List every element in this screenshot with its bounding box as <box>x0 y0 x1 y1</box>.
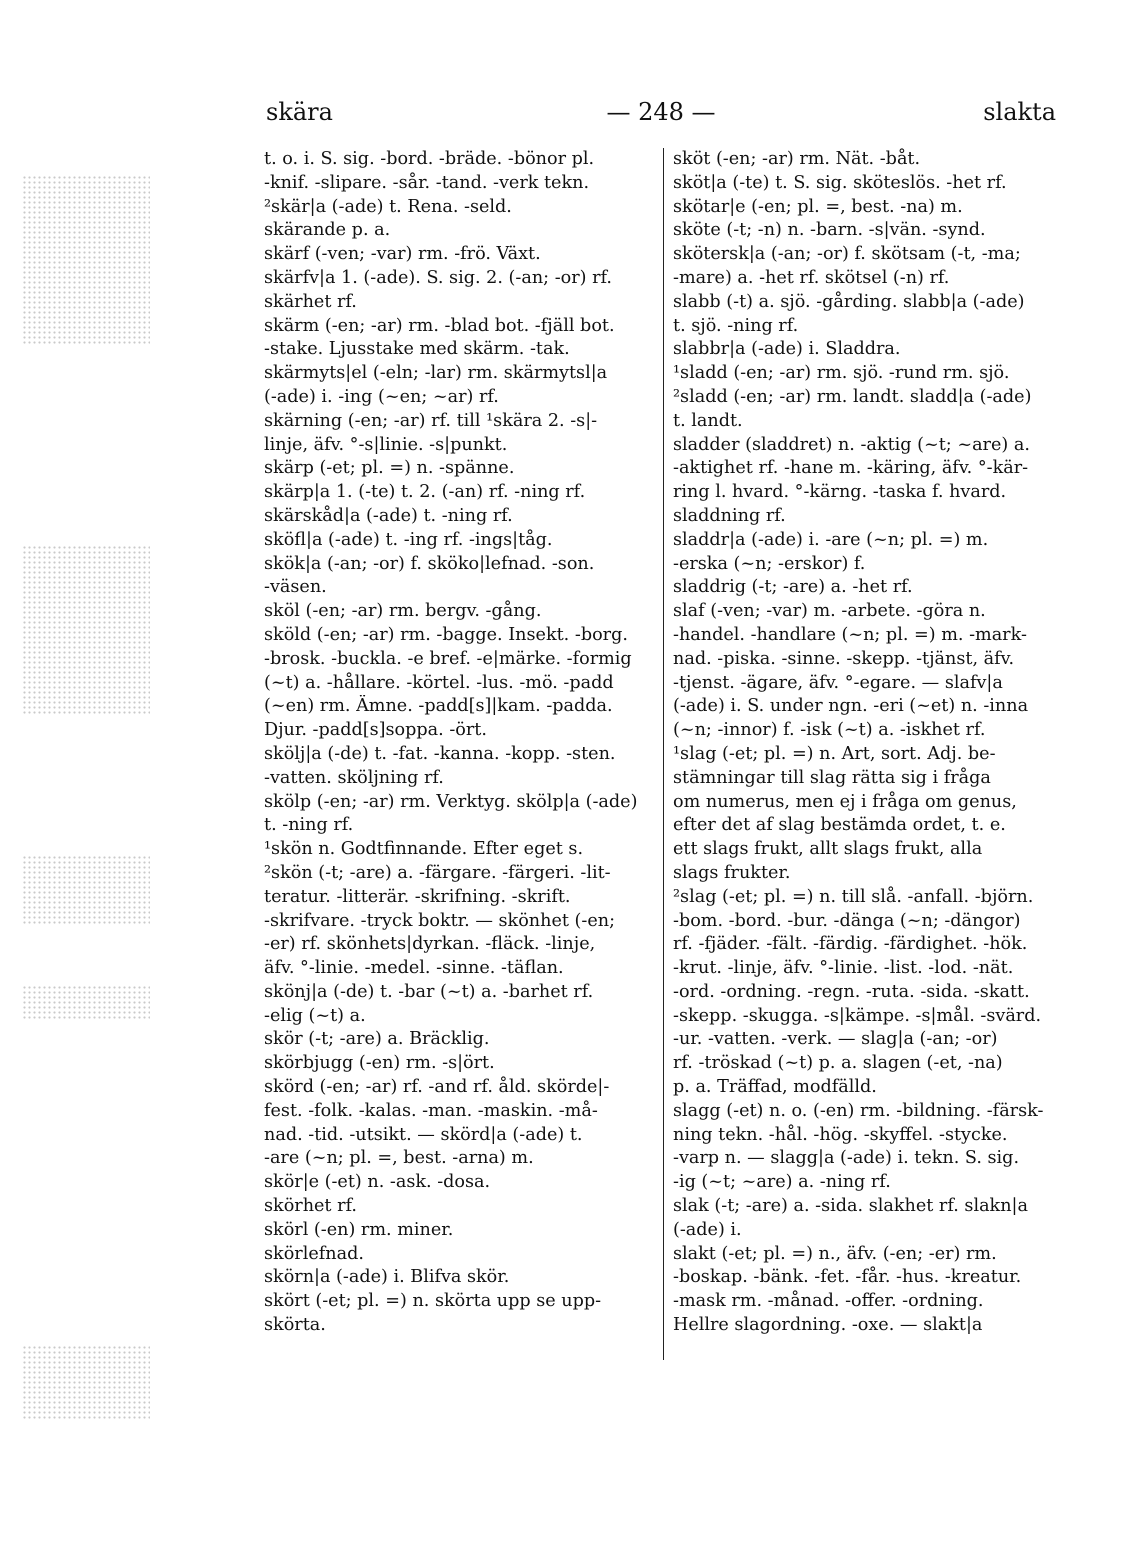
entry-line: skök|a (-an; -or) f. sköko|lefnad. -son. <box>264 553 595 574</box>
column-divider <box>663 148 664 1360</box>
entry-line: ¹skön n. Godtfinnande. Efter eget s. <box>264 839 584 860</box>
entry-line: -bom. -bord. -bur. -dänga (~n; -dängor) <box>673 910 1021 931</box>
entry-line: sladdning rf. <box>673 505 786 526</box>
entry-line: -skepp. -skugga. -s|kämpe. -s|mål. -svärd. <box>673 1005 1042 1026</box>
entry-line: -ur. -vatten. -verk. — slag|a (-an; -or) <box>673 1029 998 1050</box>
entry-line: ²sladd (-en; -ar) rm. landt. sladd|a (-ade) <box>673 386 1032 407</box>
entry-line: -brosk. -buckla. -e bref. -e|märke. -formig <box>264 648 632 669</box>
entry-line: -varp n. — slagg|a (-ade) i. tekn. S. sig. <box>673 1148 1020 1169</box>
right-guideword: slakta <box>983 98 1056 126</box>
scan-noise-mark <box>22 985 150 1020</box>
entry-line: sladder (sladdret) n. -aktig (~t; ~are) a. <box>673 434 1030 455</box>
entry-line: sköfl|a (-ade) t. -ing rf. -ings|tåg. <box>264 529 553 550</box>
entry-line: skörta. <box>264 1315 326 1336</box>
entry-line: -mare) a. -het rf. skötsel (-n) rf. <box>673 267 950 288</box>
entry-line: skärm (-en; -ar) rm. -blad bot. -fjäll bot. <box>264 315 615 336</box>
entry-line: rf. -tröskad (~t) p. a. slagen (-et, -na) <box>673 1053 1003 1074</box>
entry-line: ²skön (-t; -are) a. -färgare. -färgeri. -lit- <box>264 862 611 883</box>
entry-line: ²skär|a (-ade) t. Rena. -seld. <box>264 196 512 217</box>
entry-line: skör (-t; -are) a. Bräcklig. <box>264 1029 490 1050</box>
entry-line: (-ade) i. -ing (~en; ~ar) rf. <box>264 386 499 407</box>
entry-line: skärhet rf. <box>264 291 357 312</box>
entry-line: sladdr|a (-ade) i. -are (~n; pl. =) m. <box>673 529 989 550</box>
entry-line: sköld (-en; -ar) rm. -bagge. Insekt. -borg. <box>264 624 628 645</box>
entry-line: skötersk|a (-an; -or) f. skötsam (-t, -ma; <box>673 244 1021 265</box>
entry-line: t. -ning rf. <box>264 815 354 836</box>
entry-line: linje, äfv. °-s|linie. -s|punkt. <box>264 434 508 455</box>
entry-line: slaf (-ven; -var) m. -arbete. -göra n. <box>673 601 986 622</box>
entry-line: slabb (-t) a. sjö. -gårding. slabb|a (-ade) <box>673 291 1025 312</box>
entry-line: skörlefnad. <box>264 1243 364 1264</box>
entry-line: skötar|e (-en; pl. =, best. -na) m. <box>673 196 963 217</box>
scan-noise-mark <box>22 1345 150 1420</box>
entry-line: om numerus, men ej i fråga om genus, <box>673 791 1017 812</box>
entry-line: skör|e (-et) n. -ask. -dosa. <box>264 1172 491 1193</box>
entry-line: -boskap. -bänk. -fet. -får. -hus. -kreatur. <box>673 1267 1022 1288</box>
left-column <box>264 148 654 1338</box>
entry-line: (~t) a. -hållare. -körtel. -lus. -mö. -padd <box>264 672 614 693</box>
entry-line: slakt (-et; pl. =) n., äfv. (-en; -er) rm. <box>673 1243 997 1264</box>
entry-line: stämningar till slag rätta sig i fråga <box>673 767 991 788</box>
entry-line: skärning (-en; -ar) rf. till ¹skära 2. -s|- <box>264 410 598 431</box>
entry-line: -knif. -slipare. -sår. -tand. -verk tekn. <box>264 172 590 193</box>
entry-line: skölp (-en; -ar) rm. Verktyg. skölp|a (-ade) <box>264 791 638 812</box>
entry-line: nad. -piska. -sinne. -skepp. -tjänst, äfv. <box>673 648 1015 669</box>
scan-noise-mark <box>22 855 150 925</box>
entry-line: skörhet rf. <box>264 1196 357 1217</box>
entry-line: sköt|a (-te) t. S. sig. sköteslös. -het rf. <box>673 172 1007 193</box>
entry-line: -stake. Ljusstake med skärm. -tak. <box>264 339 570 360</box>
left-guideword: skära <box>266 98 333 126</box>
entry-line: äfv. °-linie. -medel. -sinne. -täflan. <box>264 958 564 979</box>
entry-line: -krut. -linje, äfv. °-linie. -list. -lod. -nät. <box>673 958 1014 979</box>
entry-line: sköt (-en; -ar) rm. Nät. -båt. <box>673 149 921 169</box>
entry-line: skärande p. a. <box>264 220 391 241</box>
entry-line: ett slags frukt, allt slags frukt, alla <box>673 839 983 860</box>
entry-line: Djur. -padd[s]soppa. -ört. <box>264 720 487 741</box>
entry-line: skölj|a (-de) t. -fat. -kanna. -kopp. -sten. <box>264 743 616 764</box>
entry-line: -mask rm. -månad. -offer. -ordning. <box>673 1291 984 1312</box>
entry-line: skärp|a 1. (-te) t. 2. (-an) rf. -ning rf. <box>264 482 586 503</box>
entry-line: ning tekn. -hål. -hög. -skyffel. -stycke. <box>673 1124 1008 1145</box>
entry-line: p. a. Träffad, modfälld. <box>673 1077 877 1098</box>
entry-line: ¹sladd (-en; -ar) rm. sjö. -rund rm. sjö. <box>673 363 1010 384</box>
entry-line: -elig (~t) a. <box>264 1005 366 1026</box>
entry-line: -skrifvare. -tryck boktr. — skönhet (-en; <box>264 910 616 931</box>
entry-line: skört (-et; pl. =) n. skörta upp se upp- <box>264 1291 602 1312</box>
right-column <box>673 148 1063 1338</box>
entry-line: t. sjö. -ning rf. <box>673 315 799 336</box>
entry-line: ²slag (-et; pl. =) n. till slå. -anfall. -björn. <box>673 886 1034 907</box>
entry-line: Hellre slagordning. -oxe. — slakt|a <box>673 1315 983 1336</box>
entry-line: skärf (-ven; -var) rm. -frö. Växt. <box>264 244 541 265</box>
entry-line: (~n; -innor) f. -isk (~t) a. -iskhet rf. <box>673 720 986 741</box>
entry-line: (-ade) i. S. under ngn. -eri (~et) n. -inna <box>673 696 1029 717</box>
entry-line: ¹slag (-et; pl. =) n. Art, sort. Adj. be- <box>673 743 996 764</box>
entry-line: -er) rf. skönhets|dyrkan. -fläck. -linje, <box>264 934 596 955</box>
entry-line: -väsen. <box>264 577 327 598</box>
entry-line: (~en) rm. Ämne. -padd[s]|kam. -padda. <box>264 696 613 717</box>
entry-line: efter det af slag bestämda ordet, t. e. <box>673 815 1006 836</box>
entry-line: -erska (~n; -erskor) f. <box>673 553 866 574</box>
entry-line: skörn|a (-ade) i. Blifva skör. <box>264 1267 510 1288</box>
entry-line: skörbjugg (-en) rm. -s|ört. <box>264 1053 495 1074</box>
entry-line: slagg (-et) n. o. (-en) rm. -bildning. -färsk- <box>673 1100 1044 1121</box>
entry-line: skörl (-en) rm. miner. <box>264 1219 454 1240</box>
entry-line: -aktighet rf. -hane m. -käring, äfv. °-kär- <box>673 458 1029 479</box>
entry-line: fest. -folk. -kalas. -man. -maskin. -må- <box>264 1100 598 1121</box>
entry-line: t. o. i. S. sig. -bord. -bräde. -bönor pl. <box>264 149 595 169</box>
entry-line: slags frukter. <box>673 862 791 883</box>
entry-line: skörd (-en; -ar) rf. -and rf. åld. skörde|- <box>264 1077 610 1098</box>
entry-line: rf. -fjäder. -fält. -färdig. -färdighet. -hök. <box>673 934 1028 955</box>
entry-line: sköl (-en; -ar) rm. bergv. -gång. <box>264 601 542 622</box>
entry-line: ring l. hvard. °-kärng. -taska f. hvard. <box>673 482 1007 503</box>
entry-line: teratur. -litterär. -skrifning. -skrift. <box>264 886 571 907</box>
entry-line: sladdrig (-t; -are) a. -het rf. <box>673 577 913 598</box>
page-header <box>266 98 1056 132</box>
scan-noise-mark <box>22 175 150 345</box>
entry-line: skärfv|a 1. (-ade). S. sig. 2. (-an; -or) rf. <box>264 267 612 288</box>
entry-line: -handel. -handlare (~n; pl. =) m. -mark- <box>673 624 1027 645</box>
entry-line: -vatten. sköljning rf. <box>264 767 444 788</box>
entry-line: -ig (~t; ~are) a. -ning rf. <box>673 1172 891 1193</box>
entry-line: skärmyts|el (-eln; -lar) rm. skärmytsl|a <box>264 363 608 384</box>
entry-line: slabbr|a (-ade) i. Sladdra. <box>673 339 901 360</box>
entry-line: skönj|a (-de) t. -bar (~t) a. -barhet rf. <box>264 981 594 1002</box>
entry-line: -ord. -ordning. -regn. -ruta. -sida. -skatt. <box>673 981 1030 1002</box>
page-number: — 248 — <box>606 98 716 126</box>
entry-line: slak (-t; -are) a. -sida. slakhet rf. slakn|a <box>673 1196 1028 1217</box>
entry-line: -tjenst. -ägare, äfv. °-egare. — slafv|a <box>673 672 1003 693</box>
entry-line: sköte (-t; -n) n. -barn. -s|vän. -synd. <box>673 220 986 241</box>
entry-line: skärskåd|a (-ade) t. -ning rf. <box>264 505 513 526</box>
scan-noise-mark <box>22 545 150 715</box>
entry-line: skärp (-et; pl. =) n. -spänne. <box>264 458 515 479</box>
entry-line: (-ade) i. <box>673 1219 742 1240</box>
entry-line: -are (~n; pl. =, best. -arna) m. <box>264 1148 534 1169</box>
entry-line: nad. -tid. -utsikt. — skörd|a (-ade) t. <box>264 1124 583 1145</box>
entry-line: t. landt. <box>673 410 743 431</box>
